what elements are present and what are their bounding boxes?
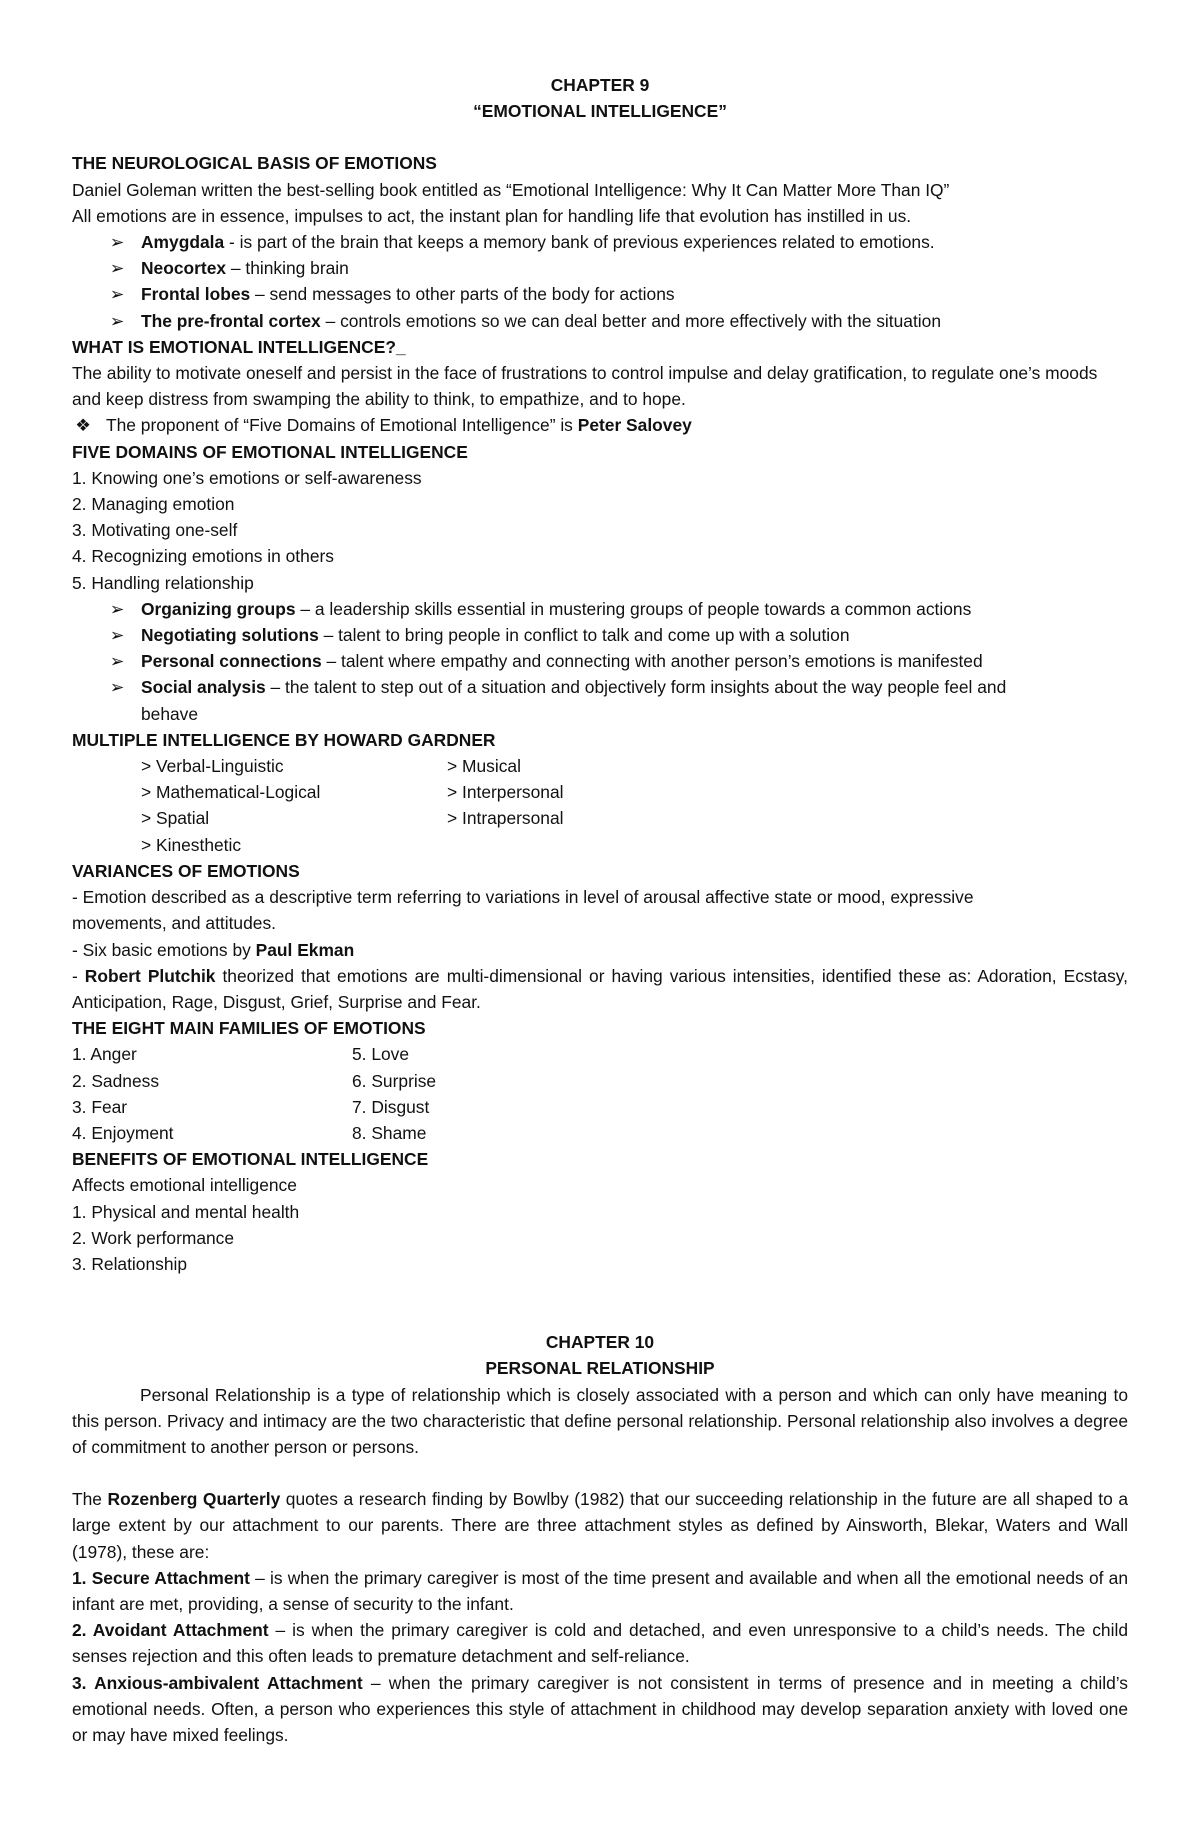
- proponent-text: The proponent of “Five Domains of Emotional Intelligence” is: [106, 415, 578, 436]
- families-heading: THE EIGHT MAIN FAMILIES OF EMOTIONS: [72, 1018, 426, 1039]
- plutchik-text: theorized that emotions are multi-dimensional or having various intensities, identified these as: Adoration, Ecstasy, Anticipation, Rage, Disgust, Grief, Surprise and Fear.: [72, 965, 1129, 1012]
- style-term: 2. Avoidant Attachment: [72, 1620, 269, 1641]
- bullet-text: - is part of the brain that keeps a memory bank of previous experiences related to emotions.: [224, 232, 935, 253]
- chapter-9-subtitle: “EMOTIONAL INTELLIGENCE”: [473, 101, 727, 122]
- what-definition: The ability to motivate oneself and persist in the face of frustrations to control impulse and delay gratification, to regulate one’s moods and keep distress from swamping the ability to think, to empathize, and to hope.: [72, 363, 1098, 410]
- gardner-row: [72, 779, 1128, 805]
- style-text: – is when the primary caregiver is most of the time present and available and when all the emotional needs of an infant are met, providing, a sense of security to the infant.: [72, 1567, 1128, 1614]
- bullet-text: – the talent to step out of a situation and objectively form insights about the way people feel and: [265, 677, 1007, 698]
- domain-bullet-social-cont: behave: [141, 703, 199, 724]
- gardner-item: > Musical: [447, 756, 521, 777]
- bullet-term: Negotiating solutions: [141, 625, 319, 646]
- chapter-10-para-1: Personal Relationship is a type of relationship which is closely associated with a person and which can only have meaning to this person. Privacy and intimacy are the two characteristic that define personal relationship. Personal relationship also involves a degree of commitment to another person or persons.: [72, 1384, 1128, 1457]
- domain-bullet-organizing: [72, 596, 1128, 622]
- family-item: 8. Shame: [352, 1122, 427, 1143]
- style-term: 1. Secure Attachment: [72, 1567, 250, 1588]
- family-item: 5. Love: [352, 1044, 410, 1065]
- arrow-bullet-icon: ➢: [109, 651, 125, 672]
- family-item: 4. Enjoyment: [72, 1122, 174, 1143]
- variances-line-2: movements, and attitudes.: [72, 913, 276, 934]
- arrow-bullet-icon: ➢: [109, 598, 125, 619]
- bullet-text: – controls emotions so we can deal better and more effectively with the situation: [320, 310, 942, 331]
- proponent-name: Peter Salovey: [577, 415, 692, 436]
- diamond-bullet-icon: ❖: [75, 415, 91, 436]
- ekman-text: - Six basic emotions by: [72, 939, 256, 960]
- domain-item: 5. Handling relationship: [72, 572, 254, 593]
- bullet-text: – talent where empathy and connecting with another person’s emotions is manifested: [321, 651, 983, 672]
- benefit-item: 1. Physical and mental health: [72, 1201, 300, 1222]
- family-item: 2. Sadness: [72, 1070, 160, 1091]
- arrow-bullet-icon: ➢: [109, 258, 125, 279]
- families-row: [72, 1068, 1128, 1094]
- arrow-bullet-icon: ➢: [109, 232, 125, 253]
- plutchik-name: Robert Plutchik: [84, 965, 216, 986]
- bullet-term: The pre-frontal cortex: [141, 310, 321, 331]
- benefits-intro: Affects emotional intelligence: [72, 1175, 297, 1196]
- benefits-heading: BENEFITS OF EMOTIONAL INTELLIGENCE: [72, 1149, 429, 1170]
- neuro-bullet-neocortex: [72, 255, 1128, 281]
- style-text: – when the primary caregiver is not consistent in terms of presence and in meeting a child’s emotional needs. Often, a person who experiences this style of attachment in childhood may develop separation anxiety with loved one or may have mixed feelings.: [72, 1672, 1128, 1745]
- attachment-style-secure: [72, 1565, 1128, 1617]
- ekman-name: Paul Ekman: [255, 939, 355, 960]
- style-text: – is when the primary caregiver is cold and detached, and even unresponsive to a child’s needs. The child senses rejection and this often leads to premature detachment and self-reliance.: [72, 1620, 1128, 1667]
- gardner-heading: MULTIPLE INTELLIGENCE BY HOWARD GARDNER: [72, 729, 496, 750]
- plutchik-paragraph: [72, 963, 1128, 1015]
- gardner-row: [72, 753, 1128, 779]
- bullet-term: Personal connections: [141, 651, 322, 672]
- gardner-item: > Mathematical-Logical: [141, 782, 321, 803]
- chapter-10-para-2: [72, 1486, 1128, 1565]
- bullet-term: Social analysis: [141, 677, 266, 698]
- gardner-row: [72, 805, 1128, 831]
- family-item: 6. Surprise: [352, 1070, 437, 1091]
- neuro-line-2: All emotions are in essence, impulses to act, the instant plan for handling life that evolution has instilled in us.: [72, 205, 912, 226]
- families-row: [72, 1094, 1128, 1120]
- neuro-heading: THE NEUROLOGICAL BASIS OF EMOTIONS: [72, 153, 437, 174]
- para2-pre: The: [72, 1489, 108, 1510]
- benefit-item: 3. Relationship: [72, 1253, 188, 1274]
- style-term: 3. Anxious-ambivalent Attachment: [72, 1672, 363, 1693]
- domain-bullet-social: [72, 674, 1128, 700]
- arrow-bullet-icon: ➢: [109, 625, 125, 646]
- domain-bullet-negotiating: [72, 622, 1128, 648]
- bullet-term: Organizing groups: [141, 598, 296, 619]
- bullet-text: – a leadership skills essential in mustering groups of people towards a common actions: [295, 598, 972, 619]
- benefit-item: 2. Work performance: [72, 1227, 235, 1248]
- gardner-item: > Interpersonal: [447, 782, 564, 803]
- domain-item: 1. Knowing one’s emotions or self-awareness: [72, 467, 422, 488]
- bullet-term: Amygdala: [141, 232, 225, 253]
- bullet-term: Frontal lobes: [141, 284, 251, 305]
- proponent-line: [72, 412, 1128, 438]
- ekman-line: [72, 937, 1128, 963]
- families-row: [72, 1041, 1128, 1067]
- variances-line-1: - Emotion described as a descriptive term referring to variations in level of arousal affective state or mood, expressive: [72, 887, 974, 908]
- family-item: 3. Fear: [72, 1096, 128, 1117]
- chapter-10-title: CHAPTER 10: [545, 1332, 655, 1353]
- families-row: [72, 1120, 1128, 1146]
- bullet-term: Neocortex: [141, 258, 227, 279]
- domain-bullet-personal: [72, 648, 1128, 674]
- attachment-style-anxious: [72, 1670, 1128, 1749]
- plutchik-pre: -: [72, 965, 85, 986]
- gardner-row: [72, 832, 1128, 858]
- chapter-10-subtitle: PERSONAL RELATIONSHIP: [485, 1358, 715, 1379]
- domain-item: 4. Recognizing emotions in others: [72, 546, 334, 567]
- gardner-item: > Spatial: [141, 808, 210, 829]
- bullet-text: – send messages to other parts of the body for actions: [250, 284, 675, 305]
- neuro-bullet-frontal-lobes: [72, 281, 1128, 307]
- domains-heading: FIVE DOMAINS OF EMOTIONAL INTELLIGENCE: [72, 441, 468, 462]
- gardner-item: > Kinesthetic: [141, 834, 242, 855]
- what-heading: WHAT IS EMOTIONAL INTELLIGENCE?_: [72, 336, 406, 357]
- gardner-item: > Verbal-Linguistic: [141, 756, 284, 777]
- family-item: 7. Disgust: [352, 1096, 430, 1117]
- bullet-text: – thinking brain: [226, 258, 349, 279]
- attachment-style-avoidant: [72, 1617, 1128, 1669]
- arrow-bullet-icon: ➢: [109, 310, 125, 331]
- gardner-item: > Intrapersonal: [447, 808, 564, 829]
- family-item: 1. Anger: [72, 1044, 137, 1065]
- rozenberg-name: Rozenberg Quarterly: [107, 1489, 281, 1510]
- neuro-bullet-amygdala: [72, 229, 1128, 255]
- chapter-9-title: CHAPTER 9: [550, 75, 650, 95]
- domain-item: 2. Managing emotion: [72, 494, 235, 515]
- bullet-text: – talent to bring people in conflict to talk and come up with a solution: [318, 625, 850, 646]
- arrow-bullet-icon: ➢: [109, 677, 125, 698]
- neuro-line-1: Daniel Goleman written the best-selling book entitled as “Emotional Intelligence: Why It Can Matter More Than IQ”: [72, 179, 950, 200]
- para2-text: quotes a research finding by Bowlby (1982) that our succeeding relationship in the future are all shaped to a large extent by our attachment to our parents. There are three attachment styles as defined by Ainsworth, Blekar, Waters and Wall (1978), these are:: [72, 1489, 1128, 1562]
- arrow-bullet-icon: ➢: [109, 284, 125, 305]
- domain-item: 3. Motivating one-self: [72, 520, 238, 541]
- variances-heading: VARIANCES OF EMOTIONS: [72, 860, 300, 881]
- neuro-bullet-prefrontal: [72, 308, 1128, 334]
